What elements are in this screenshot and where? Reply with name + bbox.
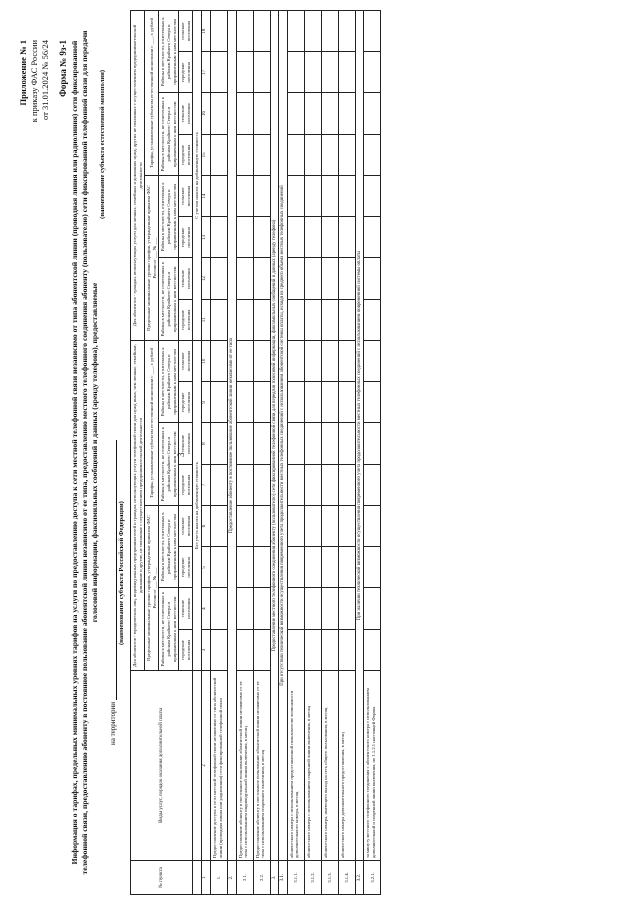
tariff-value-cell[interactable] <box>338 547 355 588</box>
tariff-value-cell[interactable] <box>210 547 227 588</box>
row-service-text: абонентского номера дополнительного предоставления, в месяц <box>338 671 355 861</box>
tariff-value-cell[interactable] <box>253 176 270 217</box>
tariff-value-cell[interactable] <box>253 11 270 52</box>
header-loc-north: Районы в местности, отнесенных к районам Крайнего Севера и приравненным к ним местностям <box>159 176 179 259</box>
header-rural-settlement: сельские поселения <box>179 11 193 52</box>
header-loc-north: Районы в местности, отнесенных к районам Крайнего Севера и приравненным к ним местностям <box>159 11 179 94</box>
tariff-value-cell[interactable] <box>364 464 381 505</box>
tariff-value-cell[interactable] <box>236 11 253 52</box>
tariff-value-cell[interactable] <box>321 217 338 258</box>
form-label: Форма № 9з-1 <box>58 40 68 97</box>
tariff-value-cell[interactable] <box>321 134 338 175</box>
column-number: 16 <box>201 93 210 134</box>
tariff-value-cell[interactable] <box>304 52 321 93</box>
tariff-value-cell[interactable] <box>364 258 381 299</box>
tariff-value-cell[interactable] <box>364 506 381 547</box>
row-number: 3.1.4. <box>338 861 355 895</box>
tariff-value-cell[interactable] <box>253 547 270 588</box>
tariff-value-cell[interactable] <box>287 341 304 382</box>
table-row <box>304 11 321 895</box>
tariff-value-cell[interactable] <box>321 299 338 340</box>
tariff-value-cell[interactable] <box>236 52 253 93</box>
tariff-value-cell[interactable] <box>236 588 253 629</box>
table-row <box>287 11 304 895</box>
table-row <box>321 11 338 895</box>
tariff-value-cell[interactable] <box>210 382 227 423</box>
header-rural-settlement: сельские поселения <box>179 93 193 134</box>
tariff-value-cell[interactable] <box>236 629 253 670</box>
column-number: 3 <box>201 629 210 670</box>
tariff-value-cell[interactable] <box>287 217 304 258</box>
row-service-text: Предоставление абоненту в постоянное пользование абонентской линии независимо от ее типа с использованием индивидуальной линии включения, в месяц <box>236 671 253 861</box>
tariff-value-cell[interactable] <box>236 93 253 134</box>
tariff-value-cell[interactable] <box>321 176 338 217</box>
table-row <box>270 11 279 895</box>
header-rural-settlement: сельские поселения <box>179 176 193 217</box>
tariff-value-cell[interactable] <box>321 464 338 505</box>
header-city-settlement: городские поселения <box>179 217 193 258</box>
tariff-value-cell[interactable] <box>210 217 227 258</box>
tariff-value-cell[interactable] <box>338 93 355 134</box>
tariff-value-cell[interactable] <box>338 134 355 175</box>
tariff-value-cell[interactable] <box>321 588 338 629</box>
tariff-value-cell[interactable] <box>304 93 321 134</box>
tariff-value-cell[interactable] <box>253 134 270 175</box>
appendix-block <box>18 40 51 122</box>
tariff-value-cell[interactable] <box>321 258 338 299</box>
row-service-text: Предоставление доступа к сети местной телефонной связи независимо от типа абонентской линии (проводная линия или радиолиния) сети фиксированной телефонной связи <box>210 671 227 861</box>
appendix-line-1: Приложение № 1 <box>18 40 28 106</box>
row-number: 2.2. <box>253 861 270 895</box>
tariff-value-cell[interactable] <box>210 588 227 629</box>
header-tariff-a: Тарифы, установленные субъектом естественной монополии с ___, г. рублей <box>145 341 159 506</box>
tariff-value-cell[interactable] <box>210 52 227 93</box>
header-city-settlement: городские поселения <box>179 547 193 588</box>
header-city-settlement: городские поселения <box>179 629 193 670</box>
tariff-value-cell[interactable] <box>210 134 227 175</box>
tariff-value-cell[interactable] <box>304 382 321 423</box>
header-min-level-b: Предельные минимальные уровни тарифов, утвержденные приказом ФАС России от ___ № ___ <box>145 176 159 341</box>
row-number: 3.1.1. <box>287 861 304 895</box>
tariff-value-cell[interactable] <box>304 464 321 505</box>
tariff-value-cell[interactable] <box>287 11 304 52</box>
row-number: 3.2.1. <box>364 861 381 895</box>
section-heading: При отсутствии технической возможности осуществления повременного учета продолжительности местных телефонных соединений с использованием абонентской системы оплаты, исходя из среднего объема местных телефонных соединений <box>279 11 288 861</box>
tariff-value-cell[interactable] <box>287 464 304 505</box>
row-number: 1. <box>210 861 227 895</box>
header-city-settlement: городские поселения <box>179 464 193 505</box>
tariff-value-cell[interactable] <box>321 52 338 93</box>
tariff-value-cell[interactable] <box>287 423 304 464</box>
tariff-value-cell[interactable] <box>321 341 338 382</box>
territory-blank <box>108 440 117 700</box>
header-tariff-b: Тарифы, установленные субъектом естественной монополии с ___, г. рублей <box>145 11 159 176</box>
tariff-value-cell[interactable] <box>338 464 355 505</box>
tariff-value-cell[interactable] <box>287 52 304 93</box>
tariff-value-cell[interactable] <box>304 134 321 175</box>
tariff-value-cell[interactable] <box>304 547 321 588</box>
header-service-type: Виды услуг, порядок оказания дополнительной платы <box>131 671 193 861</box>
tariff-value-cell[interactable] <box>304 11 321 52</box>
tariff-value-cell[interactable] <box>253 52 270 93</box>
appendix-line-2: к приказу ФАС России <box>29 40 39 123</box>
row-number: 2. <box>227 861 236 895</box>
row-number: 3.1.2. <box>304 861 321 895</box>
tariff-value-cell[interactable] <box>236 341 253 382</box>
header-loc-city: Районы в местности, не отнесенных к районам Крайнего Севера и приравненным к ним местностям <box>159 93 179 176</box>
table-row <box>364 11 381 895</box>
tariff-value-cell[interactable] <box>364 341 381 382</box>
table-row <box>227 11 236 895</box>
column-number: 10 <box>201 341 210 382</box>
tariff-value-cell[interactable] <box>210 464 227 505</box>
tariff-value-cell[interactable] <box>236 464 253 505</box>
tariff-value-cell[interactable] <box>253 629 270 670</box>
tariff-value-cell[interactable] <box>210 176 227 217</box>
note-with-vat: С учетом налога на добавленную стоимость <box>193 11 202 341</box>
column-number: 7 <box>201 464 210 505</box>
tariff-value-cell[interactable] <box>321 547 338 588</box>
section-heading: При наличии технической возможности осуществления повременного учета продолжительности местных телефонных соединений с использованием повременной системы оплаты <box>355 11 364 861</box>
column-number: 12 <box>201 258 210 299</box>
tariff-value-cell[interactable] <box>364 11 381 52</box>
tariff-value-cell[interactable] <box>210 93 227 134</box>
header-rural-settlement: сельские поселения <box>179 423 193 464</box>
tariff-value-cell[interactable] <box>253 382 270 423</box>
tariff-value-cell[interactable] <box>236 423 253 464</box>
tariff-value-cell[interactable] <box>364 52 381 93</box>
tariff-value-cell[interactable] <box>304 588 321 629</box>
tariff-value-cell[interactable] <box>236 176 253 217</box>
page-number: 3 <box>176 452 186 457</box>
header-loc-city: Районы в местности, не отнесенных к районам Крайнего Севера и приравненным к ним местностям <box>159 423 179 506</box>
column-number: 11 <box>201 299 210 340</box>
tariff-value-cell[interactable] <box>253 464 270 505</box>
tariff-value-cell[interactable] <box>304 629 321 670</box>
tariff-value-cell[interactable] <box>338 176 355 217</box>
row-service-text: абонентского номера, имеющего выход на сеть общего пользования, в месяц <box>321 671 338 861</box>
tariff-value-cell[interactable] <box>321 93 338 134</box>
header-rural-settlement: сельские поселения <box>179 506 193 547</box>
table-row <box>279 11 288 895</box>
tariff-value-cell[interactable] <box>304 423 321 464</box>
tariff-value-cell[interactable] <box>287 547 304 588</box>
column-number: 5 <box>201 547 210 588</box>
tariff-value-cell[interactable] <box>253 93 270 134</box>
tariff-value-cell[interactable] <box>321 11 338 52</box>
tariff-value-cell[interactable] <box>304 299 321 340</box>
header-item-number: № пункта <box>131 861 193 895</box>
tariff-value-cell[interactable] <box>338 299 355 340</box>
tariff-value-cell[interactable] <box>338 588 355 629</box>
header-loc-north: Районы в местности, отнесенных к районам Крайнего Севера и приравненным к ним местностям <box>159 341 179 424</box>
tariff-value-cell[interactable] <box>287 93 304 134</box>
tariff-value-cell[interactable] <box>364 382 381 423</box>
tariff-value-cell[interactable] <box>338 52 355 93</box>
tariff-value-cell[interactable] <box>338 217 355 258</box>
column-number: 2 <box>201 671 210 861</box>
tariff-value-cell[interactable] <box>321 423 338 464</box>
territory-label: на территории <box>109 702 117 745</box>
row-number: 2.1. <box>236 861 253 895</box>
appendix-line-3: от 31.01.2024 № 56/24 <box>40 40 50 120</box>
header-city-settlement: городские поселения <box>179 299 193 340</box>
header-city-settlement: городские поселения <box>179 52 193 93</box>
tariff-value-cell[interactable] <box>364 93 381 134</box>
header-group-legal: Для абонентов - юридических лиц, индивидуальных предпринимателей и граждан, использующих услуги телефонной связи для нужд иных, чем личные, семейные, домашние и другие, не связанные с осуществлением предпринимательской деятельности <box>131 341 145 671</box>
tariff-value-cell[interactable] <box>287 134 304 175</box>
tariff-value-cell[interactable] <box>210 423 227 464</box>
tariff-value-cell[interactable] <box>210 258 227 299</box>
tariff-value-cell[interactable] <box>287 629 304 670</box>
table-row <box>355 11 364 895</box>
tariff-value-cell[interactable] <box>338 258 355 299</box>
table-row <box>236 11 253 895</box>
tariff-value-cell[interactable] <box>364 176 381 217</box>
tariff-value-cell[interactable] <box>287 258 304 299</box>
tariff-value-cell[interactable] <box>304 217 321 258</box>
tariff-value-cell[interactable] <box>321 629 338 670</box>
column-number: 6 <box>201 506 210 547</box>
tariff-value-cell[interactable] <box>364 629 381 670</box>
header-city-settlement: городские поселения <box>179 134 193 175</box>
tariff-value-cell[interactable] <box>236 547 253 588</box>
tariff-value-cell[interactable] <box>236 134 253 175</box>
table-row <box>210 11 227 895</box>
tariff-value-cell[interactable] <box>210 11 227 52</box>
tariff-value-cell[interactable] <box>304 341 321 382</box>
section-heading: Предоставление местного телефонного соединения абоненту (пользователю) сети фиксированной телефонной связи для передачи голосовой информации, факсимильных сообщений и данных (аренду телефона) <box>270 11 279 861</box>
note-no-vat: Без учета налога на добавленную стоимость <box>193 341 202 671</box>
tariff-value-cell[interactable] <box>338 629 355 670</box>
tariff-value-cell[interactable] <box>338 423 355 464</box>
column-number: 9 <box>201 382 210 423</box>
header-city-settlement: городские поселения <box>179 382 193 423</box>
column-number: 15 <box>201 134 210 175</box>
header-rural-settlement: сельские поселения <box>179 258 193 299</box>
tariff-value-cell[interactable] <box>364 299 381 340</box>
tariff-value-cell[interactable] <box>364 588 381 629</box>
tariff-value-cell[interactable] <box>338 11 355 52</box>
tariff-value-cell[interactable] <box>253 423 270 464</box>
row-service-text: абонентского номера с использованием предоставленной пользователю возможности дополнительного номера, в месяц <box>287 671 304 861</box>
document-title: Информация о тарифах, предельных минимальных уровнях тарифов на услуги по предоставлению доступа к сети местной телефонной связи независимо от типа абонентской линии (проводная линия или радиолиния) сети фиксированной телефонной связи, предоставлению абоненту в постоянное пользование абонентской линии независимо от ее типа, предоставлению местного телефонного соединения абоненту (пользователю) сети фиксированной телефонной связи для передачи голосовой информации, факсимильных сообщений и данных (аренду телефона), предоставляемые <box>70 30 99 875</box>
table-row <box>338 11 355 895</box>
tariff-value-cell[interactable] <box>236 258 253 299</box>
header-loc-city: Районы в местности, не отнесенных к районам Крайнего Севера и приравненным к ним местностям <box>159 588 179 671</box>
tariff-value-cell[interactable] <box>210 299 227 340</box>
tariff-value-cell[interactable] <box>287 382 304 423</box>
tariff-value-cell[interactable] <box>253 299 270 340</box>
row-service-text: абонентского номера с использованием спаренной линии включения, в месяц <box>304 671 321 861</box>
header-rural-settlement: сельские поселения <box>179 588 193 629</box>
column-number: 17 <box>201 52 210 93</box>
column-number: 14 <box>201 176 210 217</box>
header-loc-north: Районы в местности, отнесенных к районам Крайнего Севера и приравненным к ним местностям <box>159 506 179 589</box>
tariff-value-cell[interactable] <box>253 341 270 382</box>
tariff-table <box>130 10 381 895</box>
subject-caption: (наименование субъекта естественной монополии) <box>99 70 106 219</box>
tariff-value-cell[interactable] <box>210 341 227 382</box>
tariff-value-cell[interactable] <box>210 629 227 670</box>
tariff-value-cell[interactable] <box>287 506 304 547</box>
tariff-value-cell[interactable] <box>253 217 270 258</box>
tariff-value-cell[interactable] <box>364 547 381 588</box>
section-heading: Предоставление абоненту в постоянное пользование абонентской линии независимо от ее типа <box>227 11 236 861</box>
header-loc-city: Районы в местности, не отнесенных к районам Крайнего Севера и приравненным к ним местностям <box>159 258 179 341</box>
tariff-value-cell[interactable] <box>287 176 304 217</box>
header-group-citizens: Для абонентов - граждан, использующих услуги для личных, семейных и домашних нужд, других не связанных с осуществлением предпринимательской деятельности <box>131 11 145 341</box>
column-number: 8 <box>201 423 210 464</box>
territory-row <box>108 145 117 745</box>
tariff-value-cell[interactable] <box>321 506 338 547</box>
column-number: 1 <box>201 861 210 895</box>
tariff-value-cell[interactable] <box>304 176 321 217</box>
tariff-value-cell[interactable] <box>338 341 355 382</box>
tariff-value-cell[interactable] <box>304 506 321 547</box>
tariff-value-cell[interactable] <box>364 134 381 175</box>
header-rural-settlement: сельские поселения <box>179 341 193 382</box>
tariff-value-cell[interactable] <box>338 506 355 547</box>
tariff-value-cell[interactable] <box>364 423 381 464</box>
row-number: 3. <box>270 861 279 895</box>
tariff-value-cell[interactable] <box>236 217 253 258</box>
row-service-text: Предоставление абоненту в постоянное пользование абонентской линии независимо от ее типа с использованием спаренного включения, в месяц <box>253 671 270 861</box>
tariff-value-cell[interactable] <box>321 382 338 423</box>
territory-caption: (наименование субъекта Российской Федерации) <box>118 501 125 645</box>
column-number: 18 <box>201 11 210 52</box>
tariff-value-cell[interactable] <box>236 506 253 547</box>
column-number: 4 <box>201 588 210 629</box>
row-service-text: за минуту местного телефонного соединения с абонентского номера с использованием дополнительной и спаренной линии включения, по 1.1.2.1 настоящей Формы <box>364 671 381 861</box>
tariff-value-cell[interactable] <box>304 258 321 299</box>
tariff-value-cell[interactable] <box>364 217 381 258</box>
tariff-value-cell[interactable] <box>253 588 270 629</box>
row-number: 3.1. <box>279 861 288 895</box>
tariff-value-cell[interactable] <box>253 506 270 547</box>
tariff-value-cell[interactable] <box>236 299 253 340</box>
row-number: 3.2. <box>355 861 364 895</box>
header-min-level-a: Предельные минимальные уровни тарифов, утвержденные приказом ФАС России от ___ № ___ <box>145 506 159 671</box>
tariff-value-cell[interactable] <box>287 588 304 629</box>
tariff-value-cell[interactable] <box>210 506 227 547</box>
column-number: 13 <box>201 217 210 258</box>
row-number: 3.1.3. <box>321 861 338 895</box>
table-row <box>253 11 270 895</box>
tariff-value-cell[interactable] <box>253 258 270 299</box>
tariff-value-cell[interactable] <box>338 382 355 423</box>
tariff-value-cell[interactable] <box>236 382 253 423</box>
tariff-value-cell[interactable] <box>287 299 304 340</box>
